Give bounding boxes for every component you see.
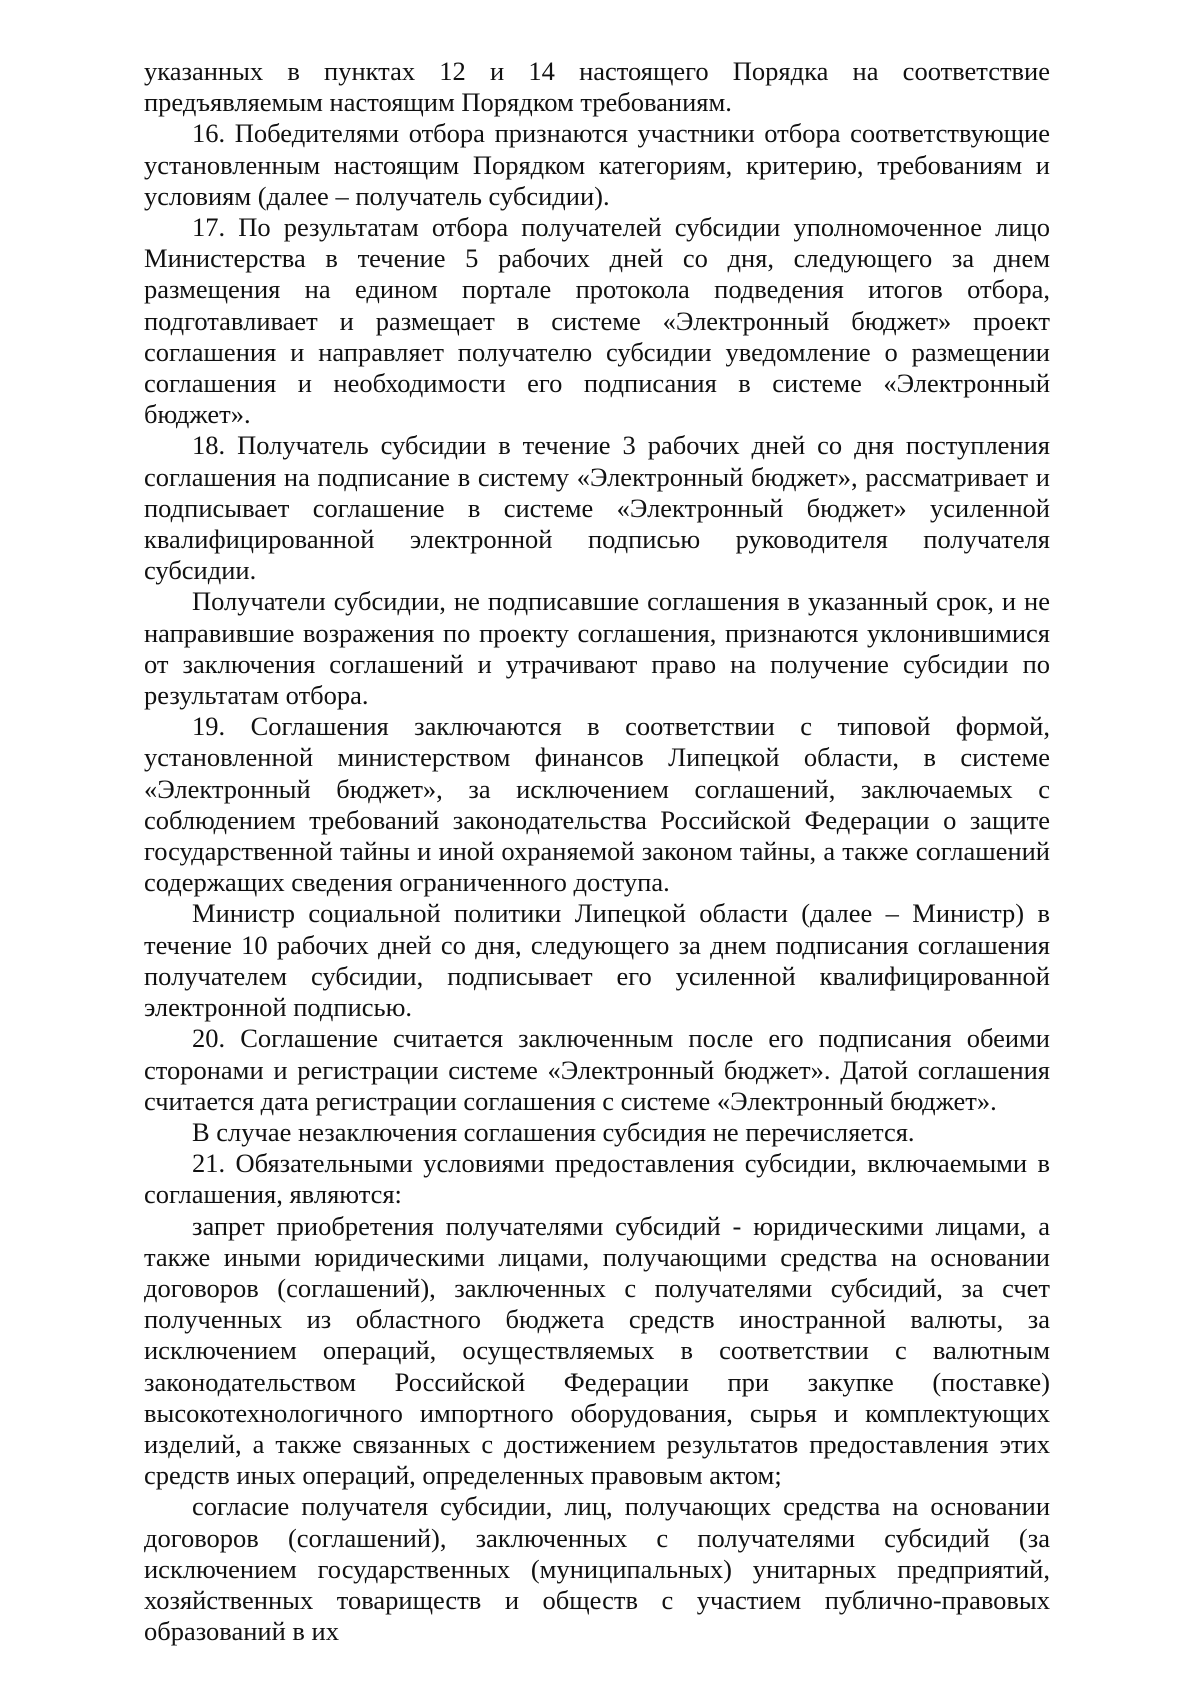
paragraph-21-consent: согласие получателя субсидии, лиц, получающих средства на основании договоров (соглашений), заключенных с получателями субсидий (за исключением государственных (муниципальных) унитарных предприятий, хозяйственных товариществ и обществ с участием публично-правовых образований в их (144, 1491, 1050, 1647)
paragraph-19-minister: Министр социальной политики Липецкой области (далее – Министр) в течение 10 рабочих дней со дня, следующего за днем подписания соглашения получателем субсидии, подписывает его усиленной квалифицированной электронной подписью. (144, 898, 1050, 1023)
paragraph-19: 19. Соглашения заключаются в соответствии с типовой формой, установленной министерством финансов Липецкой области, в системе «Электронный бюджет», за исключением соглашений, заключаемых с соблюдением требований законодательства Российской Федерации о защите государственной тайны и иной охраняемой законом тайны, а также соглашений содержащих сведения ограниченного доступа. (144, 711, 1050, 898)
paragraph-continuation: указанных в пунктах 12 и 14 настоящего Порядка на соответствие предъявляемым настоящим Порядком требованиям. (144, 56, 1050, 118)
paragraph-20: 20. Соглашение считается заключенным после его подписания обеими сторонами и регистрации системе «Электронный бюджет». Датой соглашения считается дата регистрации соглашения с системе «Электронный бюджет». (144, 1023, 1050, 1116)
paragraph-17: 17. По результатам отбора получателей субсидии уполномоченное лицо Министерства в течение 5 рабочих дней со дня, следующего за днем размещения на едином портале протокола подведения итогов отбора, подготавливает и размещает в системе «Электронный бюджет» проект соглашения и направляет получателю субсидии уведомление о размещении соглашения и необходимости его подписания в системе «Электронный бюджет». (144, 212, 1050, 430)
paragraph-21: 21. Обязательными условиями предоставления субсидии, включаемыми в соглашения, являются: (144, 1148, 1050, 1210)
paragraph-16: 16. Победителями отбора признаются участники отбора соответствующие установленным настоящим Порядком категориям, критерию, требованиям и условиям (далее – получатель субсидии). (144, 118, 1050, 211)
paragraph-18: 18. Получатель субсидии в течение 3 рабочих дней со дня поступления соглашения на подписание в систему «Электронный бюджет», рассматривает и подписывает соглашение в системе «Электронный бюджет» усиленной квалифицированной электронной подписью руководителя получателя субсидии. (144, 430, 1050, 586)
paragraph-18-recipients: Получатели субсидии, не подписавшие соглашения в указанный срок, и не направившие возражения по проекту соглашения, признаются уклонившимися от заключения соглашений и утрачивают право на получение субсидии по результатам отбора. (144, 586, 1050, 711)
document-body (144, 56, 1050, 1647)
paragraph-21-prohibition: запрет приобретения получателями субсидий - юридическими лицами, а также иными юридическими лицами, получающими средства на основании договоров (соглашений), заключенных с получателями субсидий, за счет полученных из областного бюджета средств иностранной валюты, за исключением операций, осуществляемых в соответствии с валютным законодательством Российской Федерации при закупке (поставке) высокотехнологичного импортного оборудования, сырья и комплектующих изделий, а также связанных с достижением результатов предоставления этих средств иных операций, определенных правовым актом; (144, 1210, 1050, 1491)
paragraph-20-nonconclusion: В случае незаключения соглашения субсидия не перечисляется. (192, 1116, 915, 1147)
